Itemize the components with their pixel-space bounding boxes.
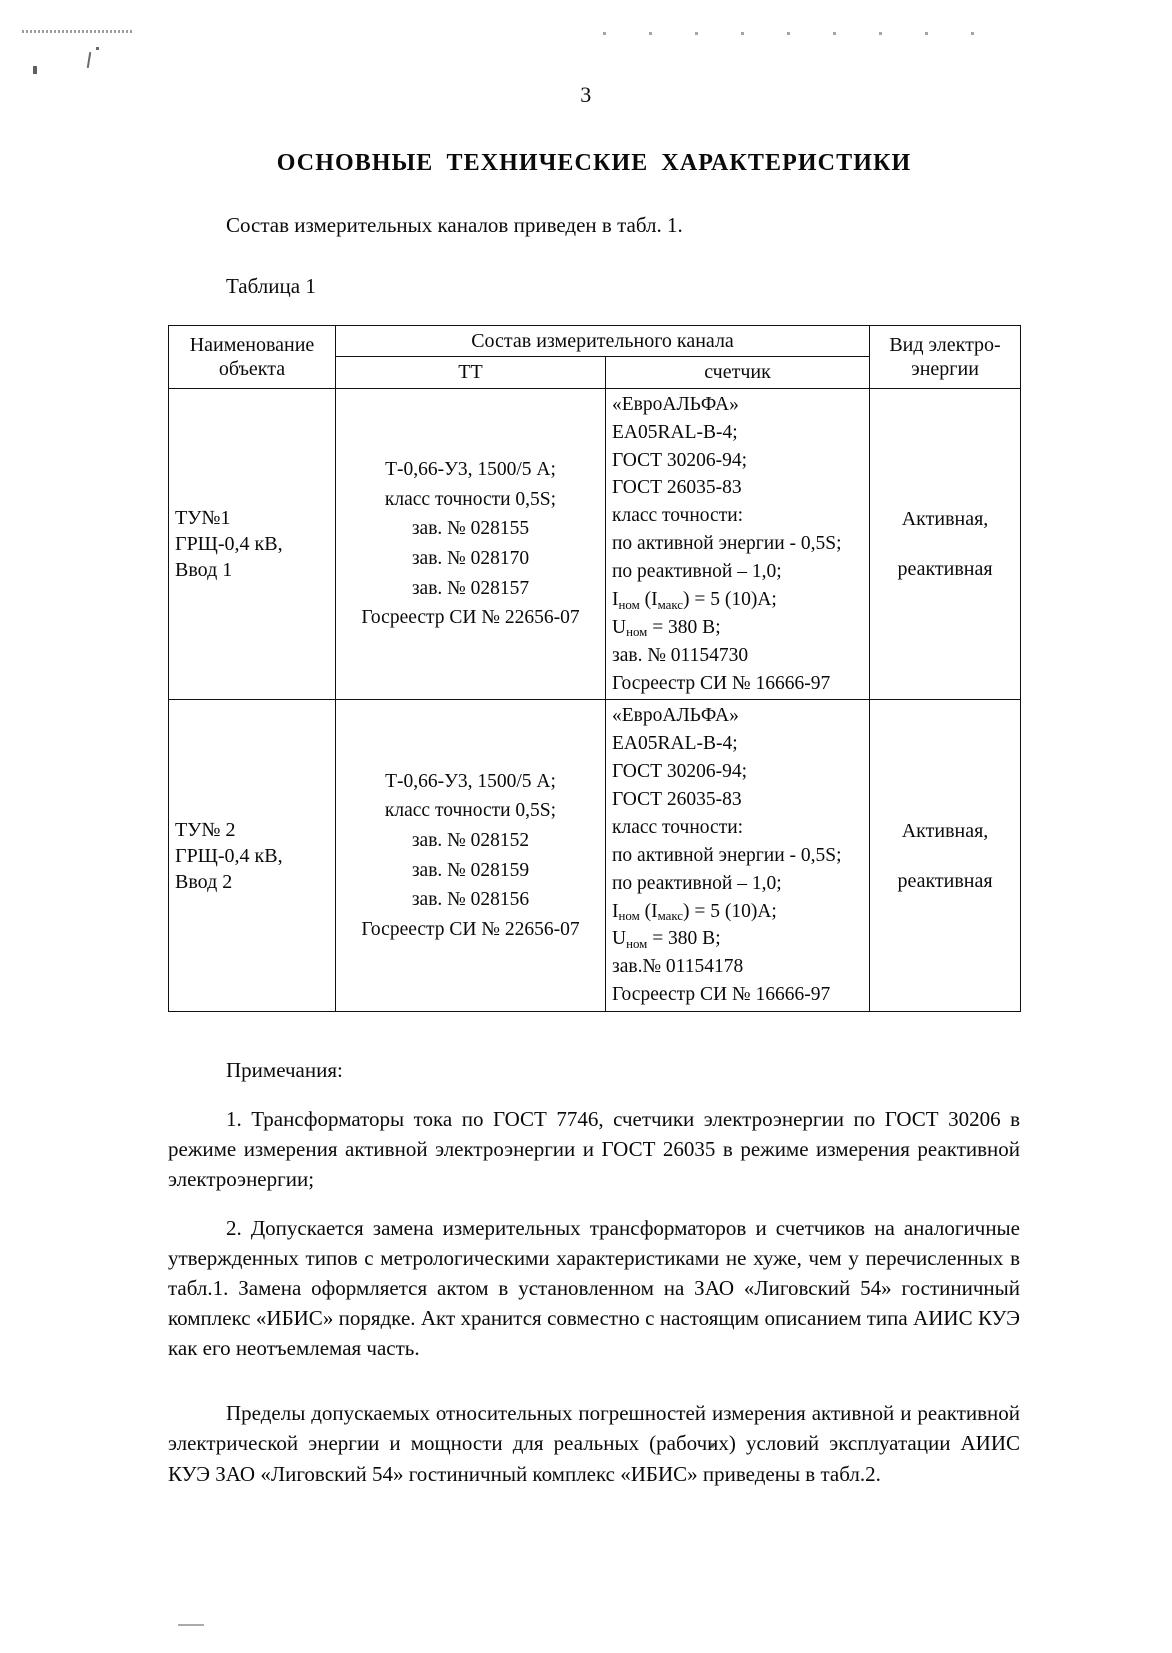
current-value: ) = 5 (10)А; — [683, 900, 777, 922]
tt-line: класс точности 0,5S; — [384, 800, 557, 822]
header-meter: счетчик — [606, 357, 870, 388]
current-value: ) = 5 (10)А; — [683, 588, 777, 610]
meter-line: класс точности: — [612, 816, 744, 838]
tt-line: зав. № 028156 — [411, 889, 530, 911]
meter-voltage-rating — [612, 928, 721, 949]
cell-object — [169, 388, 336, 700]
table-row — [169, 388, 1021, 700]
energy-kind-line1: Активная, — [901, 819, 989, 842]
meter-line: по реактивной – 1,0; — [612, 561, 782, 583]
object-line: ТУ№1 — [175, 507, 231, 530]
header-object-line2: объекта — [218, 357, 286, 380]
meter-line: ГОСТ 26035-83 — [612, 477, 742, 499]
tt-line: зав. № 028159 — [411, 859, 530, 881]
energy-kind-line2: реактивная — [897, 869, 993, 892]
scan-artifact-top-right — [585, 32, 1005, 35]
meter-current-rating — [612, 901, 777, 922]
tt-line: Т-0,66-У3, 1500/5 А; — [385, 770, 556, 792]
tt-line: зав. № 028170 — [411, 548, 530, 570]
symbol-u: U — [612, 928, 627, 950]
subscript-max: макс — [657, 909, 683, 924]
cell-meter — [606, 700, 870, 1012]
symbol-i-open: (I — [639, 588, 658, 610]
measurement-channels-table — [168, 325, 1021, 1012]
tt-line: Госреестр СИ № 22656-07 — [361, 918, 580, 940]
scan-artifact-bottom — [178, 1624, 204, 1626]
scan-artifact-top-left — [22, 30, 132, 33]
object-line: ГРЩ-0,4 кВ, — [175, 844, 283, 867]
header-tt: ТТ — [336, 357, 606, 388]
cell-energy-kind — [870, 388, 1021, 700]
energy-kind-line2: реактивная — [897, 558, 993, 581]
symbol-u: U — [612, 616, 627, 638]
meter-line: EA05RAL-B-4; — [612, 733, 738, 755]
closing-paragraph: Пределы допускаемых относительных погрешностей измерения активной и реактивной электрической энергии и мощности для реальных (рабочих) условий эксплуатации АИИС КУЭ ЗАО «Лиговский 54» гостиничный комплекс «ИБИС» приведены в табл.2. — [168, 1400, 1020, 1487]
meter-line: по активной энергии - 0,5S; — [612, 844, 842, 866]
meter-line: EA05RAL-B-4; — [612, 421, 738, 443]
notes-section — [168, 1058, 1020, 1490]
table-row — [169, 700, 1021, 1012]
table-caption: Таблица 1 — [226, 274, 316, 298]
meter-line: ГОСТ 30206-94; — [612, 761, 748, 783]
note-item: 2. Допускается замена измерительных трансформаторов и счетчиков на аналогичные утвержденных типов с метрологическими характеристиками не хуже, чем у перечисленных в табл.1. Замена оформляется актом в установленном на ЗАО «Лиговский 54» гостиничный комплекс «ИБИС» порядке. Акт хранится совместно с настоящим описанием типа АИИС КУЭ как его неотъемлемая часть. — [168, 1216, 1020, 1360]
page-content — [168, 150, 1020, 1490]
subscript-nom: ном — [618, 597, 640, 612]
cell-tt — [336, 388, 606, 700]
tt-line: зав. № 028152 — [411, 830, 530, 852]
notes-title: Примечания: — [226, 1058, 343, 1083]
symbol-i: I — [612, 900, 619, 922]
page-title: ОСНОВНЫЕ ТЕХНИЧЕСКИЕ ХАРАКТЕРИСТИКИ — [276, 150, 912, 176]
table-header-row-1 — [169, 326, 1021, 357]
subscript-nom: ном — [626, 625, 648, 640]
meter-line: класс точности: — [612, 505, 744, 527]
symbol-i-open: (I — [639, 900, 658, 922]
meter-line: Госреестр СИ № 16666-97 — [612, 672, 831, 694]
tt-line: Т-0,66-У3, 1500/5 А; — [385, 459, 556, 481]
meter-line: по реактивной – 1,0; — [612, 872, 782, 894]
meter-line: по активной энергии - 0,5S; — [612, 533, 842, 555]
subscript-max: макс — [657, 597, 683, 612]
meter-line: Госреестр СИ № 16666-97 — [612, 984, 831, 1006]
symbol-i: I — [612, 588, 619, 610]
meter-line: зав.№ 01154178 — [612, 956, 744, 978]
energy-kind-line1: Активная, — [901, 508, 989, 531]
subscript-nom: ном — [626, 937, 648, 951]
header-channel-group: Состав измерительного канала — [336, 326, 870, 357]
cell-tt — [336, 700, 606, 1012]
header-energy-kind — [870, 326, 1021, 389]
lead-sentence: Состав измерительных каналов приведен в табл. 1. — [226, 213, 683, 237]
meter-line: ГОСТ 26035-83 — [612, 789, 742, 811]
tt-line: Госреестр СИ № 22656-07 — [361, 607, 580, 629]
header-energy-kind-line1: Вид электро- — [889, 333, 1001, 356]
header-energy-kind-line2: энергии — [911, 357, 979, 380]
header-object — [169, 326, 336, 389]
cell-meter — [606, 388, 870, 700]
tt-line: класс точности 0,5S; — [384, 488, 557, 510]
scan-artifact-tick-c — [96, 47, 99, 50]
subscript-nom: ном — [618, 909, 640, 924]
meter-line: «ЕвроАЛЬФА» — [612, 393, 739, 415]
object-line: Ввод 1 — [175, 559, 233, 582]
scan-artifact-tick-b — [33, 66, 37, 74]
tt-line: зав. № 028155 — [411, 518, 530, 540]
meter-voltage-rating — [612, 617, 721, 638]
scan-artifact-tick-a — [87, 52, 91, 68]
tt-line: зав. № 028157 — [411, 577, 530, 599]
voltage-value: = 380 В; — [647, 928, 721, 950]
header-object-line1: Наименование — [189, 333, 315, 356]
meter-line: «ЕвроАЛЬФА» — [612, 705, 739, 727]
cell-object — [169, 700, 336, 1012]
object-line: ГРЩ-0,4 кВ, — [175, 533, 283, 556]
object-line: Ввод 2 — [175, 870, 233, 893]
meter-current-rating — [612, 589, 777, 610]
voltage-value: = 380 В; — [647, 616, 721, 638]
page-number: 3 — [580, 82, 592, 107]
cell-energy-kind — [870, 700, 1021, 1012]
note-item: 1. Трансформаторы тока по ГОСТ 7746, счетчики электроэнергии по ГОСТ 30206 в режиме измерения активной электроэнергии и ГОСТ 26035 в режиме измерения реактивной электроэнергии; — [168, 1107, 1020, 1191]
meter-line: ГОСТ 30206-94; — [612, 449, 748, 471]
meter-line: зав. № 01154730 — [612, 644, 749, 666]
object-line: ТУ№ 2 — [175, 818, 236, 841]
